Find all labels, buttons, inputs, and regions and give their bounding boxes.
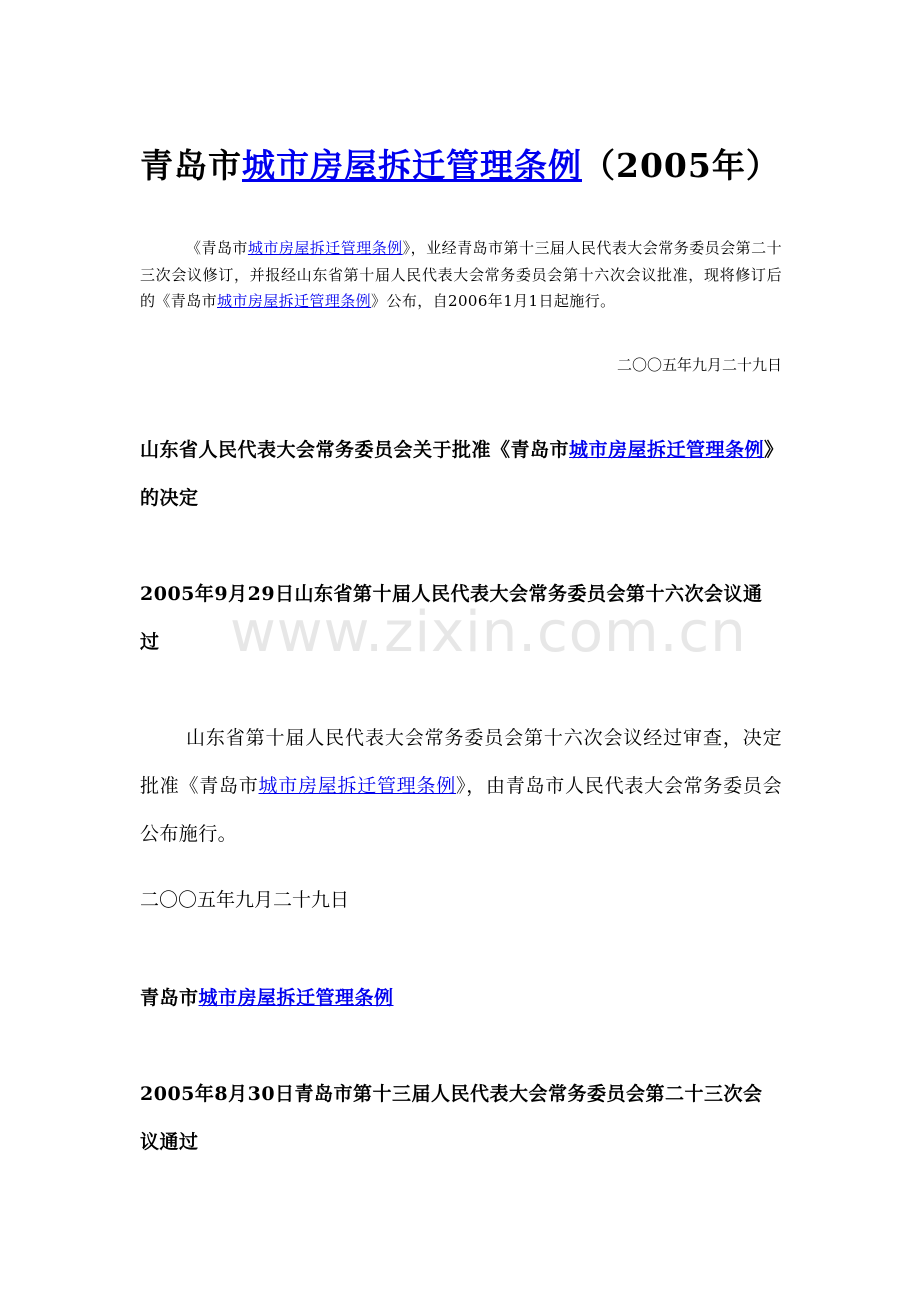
preamble-paragraph [140, 235, 782, 315]
decision-date: 二〇〇五年九月二十九日 [140, 889, 350, 911]
decision-body-link[interactable]: 城市房屋拆迁管理条例 [258, 775, 457, 797]
preamble-link-2[interactable]: 城市房屋拆迁管理条例 [217, 292, 372, 310]
title-prefix: 青岛市 [140, 146, 242, 185]
regulation-heading-link[interactable]: 城市房屋拆迁管理条例 [198, 987, 394, 1009]
decision-body-text-1: 山东省第十届人民代表大会常务委员会第十六次会议经过审查，决定批准《青岛市 [140, 727, 782, 797]
preamble-text-2: 》，业经青岛市第十三届人民代表大会常务委员会第二十三次会议修订，并报经山东省第十届人民代表大会常务委员会第十六次会议批准，现将修订后的《青岛市 [140, 239, 782, 310]
regulation-heading [140, 974, 782, 1022]
decision-heading [140, 426, 782, 522]
regulation-heading-prefix: 青岛市 [140, 987, 199, 1009]
decision-body-paragraph [140, 714, 782, 858]
decision-passed-line: 2005年9月29日山东省第十届人民代表大会常务委员会第十六次会议通过 [140, 583, 763, 653]
decision-heading-text-1: 山东省人民代表大会常务委员会关于批准《青岛市 [140, 439, 570, 461]
title-link[interactable]: 城市房屋拆迁管理条例 [242, 146, 582, 185]
regulation-passed-line: 2005年8月30日青岛市第十三届人民代表大会常务委员会第二十三次会议通过 [140, 1083, 763, 1153]
preamble-link-1[interactable]: 城市房屋拆迁管理条例 [247, 239, 403, 257]
watermark: www.zixin.com.cn [230, 600, 747, 665]
title-suffix: （2005年） [582, 146, 780, 185]
decision-heading-link[interactable]: 城市房屋拆迁管理条例 [569, 439, 765, 461]
decision-body-text-2: 》，由青岛市人民代表大会常务委员会公布施行。 [140, 775, 782, 845]
decision-heading-text-2: 》的决定 [140, 439, 775, 509]
preamble-text-3: 》公布，自2006年1月1日起施行。 [371, 292, 616, 310]
preamble-text-1: 《青岛市 [186, 239, 248, 257]
preamble-date: 二〇〇五年九月二十九日 [616, 356, 782, 374]
document-title [140, 142, 782, 190]
